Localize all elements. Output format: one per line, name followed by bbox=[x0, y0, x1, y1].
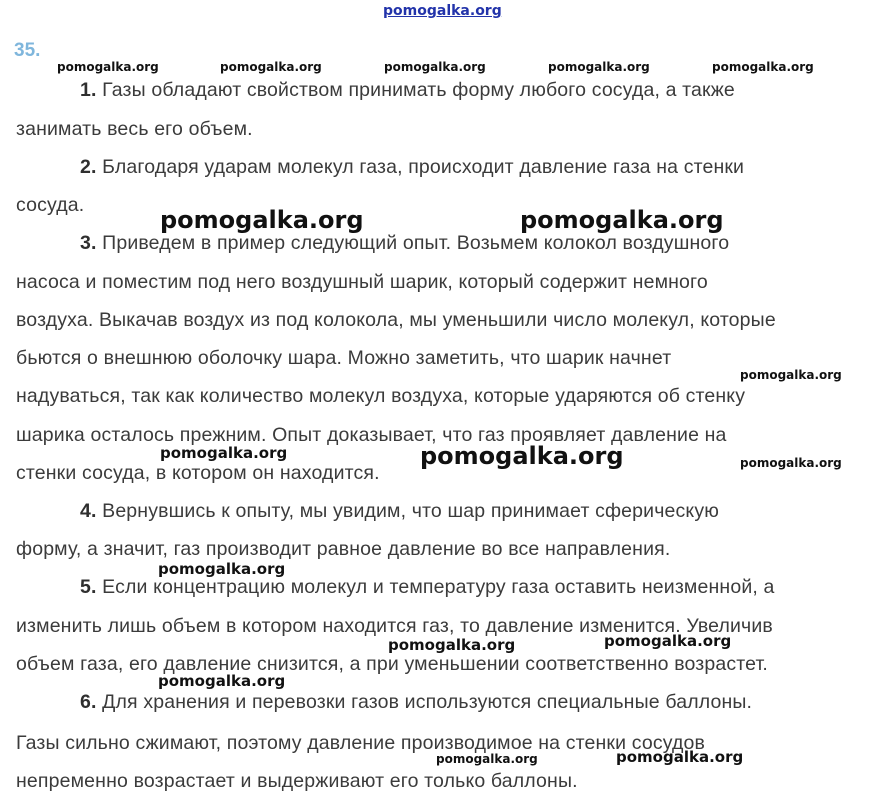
watermark: pomogalka.org bbox=[388, 636, 516, 654]
watermark: pomogalka.org bbox=[604, 632, 732, 650]
paragraph-3-line-4: бьются о внешнюю оболочку шара. Можно заметить, что шарик начнет bbox=[16, 347, 672, 369]
paragraph-6-number: 6. bbox=[80, 691, 97, 713]
watermark: pomogalka.org bbox=[548, 60, 650, 74]
paragraph-5-number: 5. bbox=[80, 576, 97, 598]
paragraph-3-number: 3. bbox=[80, 232, 97, 254]
watermark: pomogalka.org bbox=[420, 442, 624, 470]
paragraph-3-line-2: насоса и поместим под него воздушный шарик, который содержит немного bbox=[16, 271, 708, 293]
watermark: pomogalka.org bbox=[436, 752, 538, 766]
paragraph-3-text: Приведем в пример следующий опыт. Возьмем колокол воздушного bbox=[102, 232, 730, 254]
paragraph-5-line-2: изменить лишь объем в котором находится газ, то давление изменится. Увеличив bbox=[16, 615, 773, 637]
paragraph-5-line-3: объем газа, его давление снизится, а при уменьшении соответственно возрастет. bbox=[16, 653, 768, 675]
paragraph-3-line-1 bbox=[80, 231, 729, 255]
paragraph-6-line-3: непременно возрастает и выдерживают его только баллоны. bbox=[16, 770, 578, 792]
paragraph-2-line-1 bbox=[80, 155, 744, 179]
paragraph-4-number: 4. bbox=[80, 500, 97, 522]
watermark: pomogalka.org bbox=[158, 560, 286, 578]
watermark: pomogalka.org bbox=[57, 60, 159, 74]
watermark: pomogalka.org bbox=[160, 444, 288, 462]
paragraph-1-text: Газы обладают свойством принимать форму любого сосуда, а также bbox=[102, 79, 735, 101]
paragraph-6-line-2: Газы сильно сжимают, поэтому давление производимое на стенки сосудов bbox=[16, 732, 706, 754]
watermark: pomogalka.org bbox=[384, 60, 486, 74]
watermark-top-link[interactable]: pomogalka.org bbox=[383, 3, 502, 19]
watermark: pomogalka.org bbox=[520, 206, 724, 234]
paragraph-5-text: Если концентрацию молекул и температуру газа оставить неизменной, а bbox=[102, 576, 775, 598]
watermark: pomogalka.org bbox=[712, 60, 814, 74]
paragraph-2-number: 2. bbox=[80, 156, 97, 178]
watermark: pomogalka.org bbox=[740, 456, 842, 470]
paragraph-3-line-7: стенки сосуда, в котором он находится. bbox=[16, 462, 380, 484]
watermark: pomogalka.org bbox=[740, 368, 842, 382]
paragraph-6-line-1 bbox=[80, 690, 752, 714]
paragraph-2-line-2: сосуда. bbox=[16, 194, 85, 216]
paragraph-1-line-1 bbox=[80, 78, 735, 102]
paragraph-2-text: Благодаря ударам молекул газа, происходит давление газа на стенки bbox=[102, 156, 745, 178]
paragraph-1-number: 1. bbox=[80, 79, 97, 101]
watermark: pomogalka.org bbox=[220, 60, 322, 74]
paragraph-1-line-2: занимать весь его объем. bbox=[16, 118, 253, 140]
paragraph-3-line-5: надуваться, так как количество молекул воздуха, которые ударяются об стенку bbox=[16, 385, 746, 407]
watermark: pomogalka.org bbox=[160, 206, 364, 234]
paragraph-5-line-1 bbox=[80, 575, 775, 599]
paragraph-3-line-3: воздуха. Выкачав воздух из под колокола, мы уменьшили число молекул, которые bbox=[16, 309, 776, 331]
paragraph-4-text: Вернувшись к опыту, мы увидим, что шар принимает сферическую bbox=[102, 500, 719, 522]
paragraph-4-line-2: форму, а значит, газ производит равное давление во все направления. bbox=[16, 538, 671, 560]
watermark: pomogalka.org bbox=[158, 672, 286, 690]
task-number: 35. bbox=[14, 40, 41, 61]
paragraph-6-text: Для хранения и перевозки газов используются специальные баллоны. bbox=[102, 691, 753, 713]
paragraph-4-line-1 bbox=[80, 499, 719, 523]
watermark: pomogalka.org bbox=[616, 748, 744, 766]
paragraph-3-line-6: шарика осталось прежним. Опыт доказывает, что газ проявляет давление на bbox=[16, 424, 727, 446]
